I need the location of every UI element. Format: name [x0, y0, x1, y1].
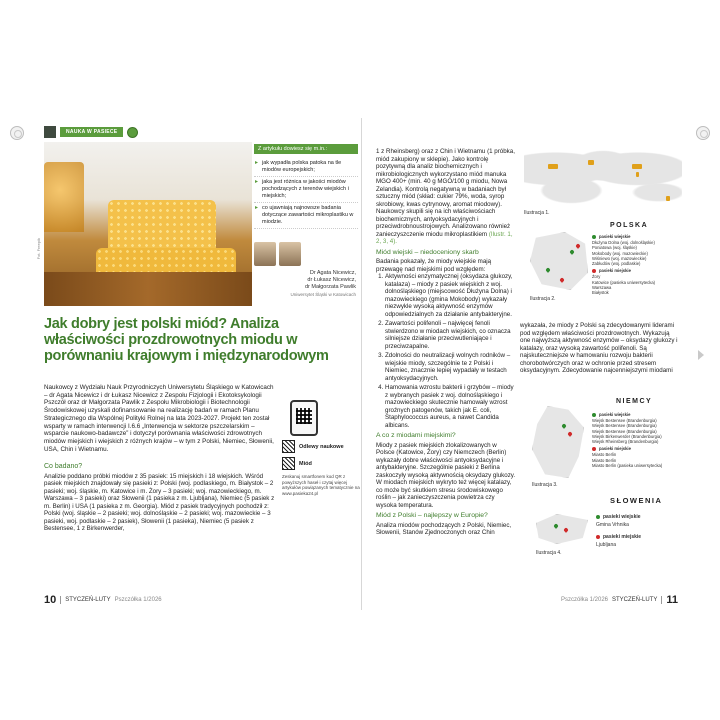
- qr-label: Miód: [299, 460, 312, 467]
- map-highlight-vietnam: [636, 172, 639, 177]
- legend-item: Zabłudów (woj. podlaskie): [592, 261, 641, 267]
- map-highlight-usa: [548, 164, 558, 169]
- qr-icon: [44, 126, 56, 138]
- binder-hole-left: [10, 126, 24, 140]
- legend-item: Wiejsk Bestensee (Brandenburgia): [592, 423, 657, 429]
- bee-logo-icon: [127, 127, 138, 138]
- legend-item: Wiejsk Bestensee (Brandenburgia): [592, 418, 657, 424]
- wooden-board: [44, 272, 252, 306]
- honeycomb-top: [108, 200, 216, 254]
- legend-item: Miasto Berlin: [592, 457, 617, 463]
- highlights-heading: Z artykułu dowiesz się m.in.:: [254, 144, 358, 154]
- map-highlight-europe: [588, 160, 594, 165]
- qr-code-icon[interactable]: [282, 440, 295, 453]
- legend-item: Miasto Berlin: [592, 452, 617, 458]
- subheading: Miód z Polski – najlepszy w Europie?: [376, 512, 488, 519]
- country-title: SŁOWENIA: [610, 496, 663, 505]
- green-dot-icon: [596, 515, 600, 519]
- issue-label: STYCZEŃ-LUTY: [65, 597, 111, 603]
- legend-item: Wiejsk Rheinsberg (Brandenburgia): [592, 439, 659, 445]
- legend-item: Żory: [592, 274, 601, 280]
- body-text: 1 z Rheinsberg) oraz z Chin i Wietnamu (1 próbka, miód zakupiony w sklepie). Jako kontrolę pozytywną dla analiz biochemicznych i mikrobiologicznych wykorzystano miód manuka MGO 400+ (min. 40 g MGO/100 g miodu, Nowa Zelandia). Kontrolą negatywną w badaniach był sztuczny miód (skład: cukier 79%, woda, syrop skrobiowy, kwas cytrynowy, aromat miodowy). Naukowcy skupili się na ich właściwościach biochemicznych, antyoksydacyjnych i przeciwdrobnoustrojowych. Analizowano również zanieczyszczenie miodu mikroplastikiem: [376, 148, 515, 238]
- green-dot-icon: [592, 235, 596, 239]
- legend-item: Warszawa: [592, 284, 612, 290]
- article-highlights: [254, 144, 358, 229]
- legend-item: Wiejsk Bestensee (Brandenburgia): [592, 428, 657, 434]
- highlight-item: ▸ jaka jest różnica w jakości miodów pochodzących z terenów wiejskich i miejskich;: [254, 177, 358, 203]
- left-page: [36, 118, 362, 610]
- legend-item: Dłużyna Dolna (woj. dolnośląskie): [592, 240, 655, 246]
- author-photos: [254, 242, 301, 266]
- poland-legend: [592, 232, 682, 295]
- list-item: 4. Hamowania wzrostu bakterii i grzybów – miody z wybranych pasiek z woj. dolnośląskiego i mazowieckiego skutecznie hamowały wzrost groźnych patogenów, takich jak E. coli, Staphylococcus aureus, a nawet Candida albicans.: [385, 384, 516, 429]
- body-text: Analiza miodów pochodzących z Polski, Niemiec, Słowenii, Stanów Zjednoczonych oraz Chin: [376, 521, 512, 536]
- body-column-1: [376, 148, 516, 537]
- qr-note: Zeskanuj smartfonem kod QR z powyższych haseł i czytaj więcej artykułów powiązanych tematycznie na www.pasieka24.pl: [282, 474, 360, 496]
- illustration-label: Ilustracja 4.: [536, 550, 562, 556]
- legend-item: Ljubljana: [596, 541, 617, 548]
- subheading: A co z miodami miejskimi?: [376, 432, 456, 439]
- world-map: [524, 144, 682, 206]
- map-highlight-nz: [666, 196, 670, 201]
- author-name: dr Małgorzata Pawlik: [304, 284, 356, 290]
- country-title: POLSKA: [610, 222, 649, 229]
- legend-item: Mokobody (woj. mazowieckie): [592, 250, 648, 256]
- article-intro: Naukowcy z Wydziału Nauk Przyrodniczych Uniwersytetu Śląskiego w Katowicach – dr Agata Nicewicz i dr Łukasz Nicewicz z Zespołu Fizjologii i Ekotoksykologii Pszczół oraz dr Małgorzata Pawlik z Zespołu Mikrobiologii i Biotechnologii Środowiskowej uzyskali dofinansowanie na realizację badań w ramach Planu Strategicznego dla Wspólnej Polityki Rolnej na lata 2023-2027. Projekt ten został wsparty w ramach interwencji I.6.6 „Interwencja w sektorze pszczelarskim – wsparcie naukowo-badawcze” i dotyczył porównania właściwości zdrowotnych miodów miejskich i wiejskich z różnych krajów – w tym z Polski, Niemiec, Słowenii, USA, Chin i Wietnamu.: [44, 384, 274, 453]
- body-text: Miody z pasiek miejskich zlokalizowanych w Polsce (Katowice, Żory) czy Niemczech (Berlin) wykazały dobre właściwości antyoksydacyjne i antybakteryjne. Szczególnie pasieki z Berlina zaskoczyły wysoką aktywnością oksydazy glukozy. W miodach miejskich wykryto też więcej katalazy, co może być skutkiem stresu środowiskowego roślin – jak zanieczyszczenia powietrza czy wysoka temperatura.: [376, 441, 516, 509]
- qr-label: Odlewy naukowe: [299, 443, 344, 450]
- qr-code-icon[interactable]: [282, 457, 295, 470]
- right-page: [364, 118, 686, 610]
- illustration-label: Ilustracja 1.: [524, 210, 550, 216]
- highlight-item: ▸ co ujawniają najnowsze badania dotyczące zawartości mikroplastiku w miodzie.: [254, 203, 358, 229]
- author-photo: [254, 242, 276, 266]
- honeycomb-photo: [44, 142, 252, 306]
- photo-credit: Fot. Freepik: [36, 238, 41, 260]
- country-title: NIEMCY: [616, 398, 653, 405]
- subheading: Co badano?: [44, 463, 83, 470]
- legend-item: Białystok: [592, 290, 609, 296]
- map-highlight-china: [632, 164, 642, 169]
- honey-jar: [44, 162, 84, 232]
- poland-map: [530, 232, 588, 290]
- author-name: Dr Agata Nicewicz,: [309, 270, 356, 276]
- legend-item: Poniatowa (woj. śląskie): [592, 245, 637, 251]
- authors: [284, 270, 356, 298]
- page-footer-left: [44, 594, 162, 606]
- page-number: 11: [666, 594, 678, 606]
- list-item: 3. Zdolności do neutralizacji wolnych rodników – wiejskie miody, szczególnie te z Polski i Niemiec, znacznie lepiej wypadały w testach antyoksydacyjnych.: [385, 352, 516, 382]
- citation: (Ilustr. 1, 2, 3, 4).: [376, 230, 513, 245]
- body-column-left: [44, 460, 280, 533]
- legend-item: Wiejsk Birkenwerder (Brandenburgia): [592, 433, 662, 439]
- binder-hole-right: [696, 126, 710, 140]
- legend-heading: pasieki miejskie: [599, 268, 631, 274]
- smartphone-icon: [290, 400, 318, 436]
- qr-link-2[interactable]: [282, 457, 362, 470]
- illustration-label: Ilustracja 3.: [532, 482, 558, 488]
- illustration-label: Ilustracja 2.: [530, 296, 556, 302]
- advantages-list: [376, 273, 516, 429]
- article-title: Jak dobry jest polski miód? Analiza właściwości prozdrowotnych miodu w porównaniu krajowym i międzynarodowym: [44, 316, 329, 364]
- legend-heading: pasieki wiejskie: [599, 412, 631, 417]
- legend-heading: pasieki miejskie: [599, 446, 631, 452]
- author-name: dr Łukasz Nicewicz,: [307, 277, 356, 283]
- legend-heading: pasieki miejskie: [603, 534, 642, 540]
- red-dot-icon: [596, 535, 600, 539]
- list-item: 1. Aktywności enzymatycznej (oksydaza glukozy, katalaza) – miody z pasiek wiejskich z woj. dolnośląskiego (miejscowość Dłużyna Dolna) i mazowieckiego (gmina Mokobody) wykazały niezwykle wysoką aktywność enzymów odpowiedzialnych za działanie antybakteryjne.: [385, 273, 516, 318]
- author-photo: [279, 242, 301, 266]
- body-text: Analizie poddano próbki miodów z 35 pasiek: 15 miejskich i 18 wiejskich. Wśród pasiek miejskich znajdowały się pasieki z: Polski (woj. podlaskiego, m. Białystok – 2 pasieki; woj. śląskie, m. Katowice i m. Żory – 3 pasieki; woj. mazowieckiego, m. Warszawa – 3 pasieki) oraz Słowenii (1 pasieka z m. Ljubljana), Niemiec (5 pasiek z m. Berlin) i USA (1 pasieka z m. Georgia). Miód z pasiek tradycyjnych pochodził z: Polski (woj. śląskie – 2 pasieki; woj. dolnośląskie – 2 pasieki; woj. mazowieckie – 3 pasieki, woj. podlaskie – 2 pasiek), Słowenii (1 pasieka), Niemiec (5 pasiek z Bestensee, 1 z Birkenwerder,: [44, 472, 275, 532]
- legend-heading: pasieki wiejskie: [599, 234, 631, 239]
- issue-label: STYCZEŃ-LUTY: [612, 597, 658, 603]
- germany-map: [532, 406, 584, 478]
- subheading: Miód wiejski – niedoceniony skarb: [376, 248, 479, 256]
- legend-item: Miasto Berlin (pasieka uniwersytecka): [592, 462, 663, 468]
- section-tag: [44, 126, 138, 138]
- slovenia-map: [536, 514, 588, 544]
- magazine-label: Pszczółka 1/2026: [114, 597, 162, 603]
- legend-heading: pasieki wiejskie: [603, 514, 641, 520]
- germany-legend: [592, 410, 684, 468]
- qr-box: [282, 400, 362, 496]
- next-page-arrow-icon[interactable]: [698, 350, 704, 360]
- page-number: 10: [44, 594, 57, 606]
- red-dot-icon: [592, 269, 596, 273]
- qr-link-1[interactable]: [282, 440, 362, 453]
- section-label: NAUKA W PASIECE: [60, 127, 123, 137]
- red-dot-icon: [592, 447, 596, 451]
- list-item: 2. Zawartości polifenoli – najwięcej fenoli stwierdzono w miodach wiejskich, co oznacza silniejsze działanie przeciwutleniające i przeciwzapalne.: [385, 320, 516, 350]
- body-column-3: wykazała, że miody z Polski są zdecydowanymi liderami pod względem właściwości prozdrowotnych. Wykazują one najwyższą aktywność enzymów – oksydazy glukozy i katalazy, oraz wysoką zawartość polifenoli. Są najskuteczniejsze w hamowaniu rozwoju bakterii chorobotwórczych oraz w ochronie przed stresem oksydacyjnym. Zdecydowanie najcenniejszymi miodami: [520, 322, 678, 374]
- footer-divider: [60, 596, 61, 604]
- highlight-item: ▸ jak wypadła polska patoka na tle miodów europejskich;: [254, 158, 358, 177]
- footer-divider: [661, 596, 662, 604]
- green-dot-icon: [592, 413, 596, 417]
- legend-item: Gmina Vrhnika: [596, 521, 629, 528]
- legend-item: Katowice (pasieka uniwersytecka): [592, 279, 656, 285]
- author-affiliation: Uniwersytet Śląski w Katowicach: [290, 292, 356, 297]
- page-footer-right: [561, 594, 678, 606]
- magazine-label: Pszczółka 1/2026: [560, 597, 609, 603]
- legend-item: Wiśniewo (woj. mazowieckie): [592, 255, 647, 261]
- body-text: Badania pokazały, że miody wiejskie mają przewagę nad miejskimi pod względem:: [376, 258, 492, 273]
- slovenia-legend: [596, 512, 682, 548]
